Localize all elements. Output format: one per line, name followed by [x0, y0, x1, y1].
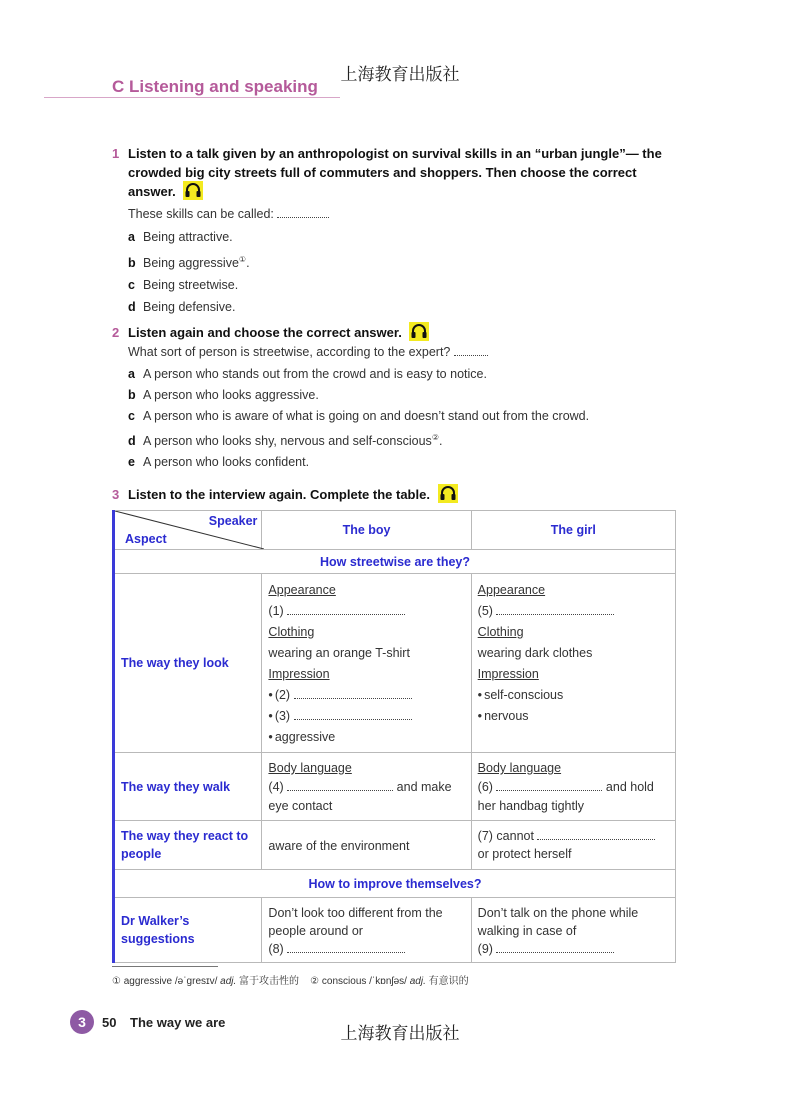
publisher-watermark-top: 上海教育出版社	[340, 65, 460, 85]
option-item[interactable]: d Being defensive.	[128, 300, 236, 315]
answer-blank-1[interactable]	[287, 603, 405, 615]
question-prompt: These skills can be called:	[128, 207, 274, 222]
answer-blank[interactable]	[277, 206, 329, 218]
page-number: 50	[102, 1015, 117, 1030]
row-label-suggestions: Dr Walker’s suggestions	[114, 898, 262, 963]
section-header-improve: How to improve themselves?	[114, 870, 676, 898]
answer-blank[interactable]	[454, 344, 488, 356]
row-label-look: The way they look	[114, 574, 262, 753]
cell-girl-look: Appearance (5) Clothing wearing dark clothes Impression • self-conscious • nervous	[471, 574, 675, 753]
question-2	[112, 323, 672, 472]
column-header-girl: The girl	[471, 511, 675, 550]
option-item[interactable]: e A person who looks confident.	[128, 455, 310, 470]
cell-girl-suggestion: Don’t talk on the phone while walking in case of (9)	[471, 898, 675, 963]
cell-boy-walk: Body language (4) and make eye contact	[262, 753, 471, 821]
cell-boy-look: Appearance (1) Clothing wearing an orange T-shirt Impression • (2) • (3) • aggressive	[262, 574, 471, 753]
question-number: 3	[112, 487, 120, 502]
question-1	[112, 144, 672, 317]
table-corner-cell	[114, 511, 262, 550]
question-number: 1	[112, 146, 120, 161]
answer-blank-8[interactable]	[287, 941, 405, 953]
headphones-icon[interactable]	[183, 181, 203, 200]
option-item[interactable]: b A person who looks aggressive.	[128, 388, 319, 403]
answer-blank-3[interactable]	[294, 708, 412, 720]
answer-blank-5[interactable]	[496, 603, 614, 615]
section-header-streetwise: How streetwise are they?	[114, 550, 676, 574]
question-3	[112, 485, 672, 505]
question-number: 2	[112, 325, 120, 340]
cell-boy-react: aware of the environment	[262, 821, 471, 870]
headphones-icon[interactable]	[438, 484, 458, 503]
answer-blank-9[interactable]	[496, 941, 614, 953]
corner-speaker-label: Speaker	[208, 514, 258, 528]
option-item[interactable]: c Being streetwise.	[128, 278, 239, 293]
section-title: C Listening and speaking	[112, 77, 318, 96]
option-item[interactable]: a Being attractive.	[128, 230, 233, 245]
option-item[interactable]: a A person who stands out from the crowd and is easy to notice.	[128, 367, 487, 382]
question-instruction: Listen to a talk given by an anthropologist on survival skills in an “urban jungle”— the crowded big city streets full of commuters and shoppers. Then choose the correct answer.	[128, 146, 662, 199]
question-prompt: What sort of person is streetwise, according to the expert?	[128, 345, 451, 360]
corner-aspect-label: Aspect	[125, 532, 167, 546]
option-item[interactable]: b Being aggressive①.	[128, 255, 250, 271]
question-instruction: Listen to the interview again. Complete the table.	[128, 487, 430, 502]
answer-blank-4[interactable]	[287, 779, 393, 791]
section-title-rule	[44, 97, 340, 98]
cell-girl-walk: Body language (6) and hold her handbag tightly	[471, 753, 675, 821]
headphones-icon[interactable]	[409, 322, 429, 341]
unit-title: The way we are	[130, 1015, 226, 1030]
answer-blank-2[interactable]	[294, 687, 412, 699]
question-instruction: Listen again and choose the correct answer.	[128, 325, 402, 340]
row-label-react: The way they react to people	[114, 821, 262, 870]
option-item[interactable]: d A person who looks shy, nervous and self-conscious②.	[128, 433, 443, 449]
column-header-boy: The boy	[262, 511, 471, 550]
cell-girl-react: (7) cannot or protect herself	[471, 821, 675, 870]
answer-blank-6[interactable]	[496, 779, 602, 791]
option-item[interactable]: c A person who is aware of what is going on and doesn’t stand out from the crowd.	[128, 409, 590, 424]
row-label-walk: The way they walk	[114, 753, 262, 821]
cell-boy-suggestion: Don’t look too different from the people around or (8)	[262, 898, 471, 963]
streetwise-table	[112, 510, 676, 963]
footnotes: ① aggressive /əˈɡresɪv/ adj. 富于攻击性的 ② conscious /ˈkɒnʃəs/ adj. 有意识的	[112, 976, 469, 987]
unit-badge: 3	[70, 1010, 94, 1034]
answer-blank-7[interactable]	[537, 828, 655, 840]
footnote-rule	[112, 966, 218, 967]
publisher-watermark-bottom: 上海教育出版社	[340, 1024, 460, 1044]
